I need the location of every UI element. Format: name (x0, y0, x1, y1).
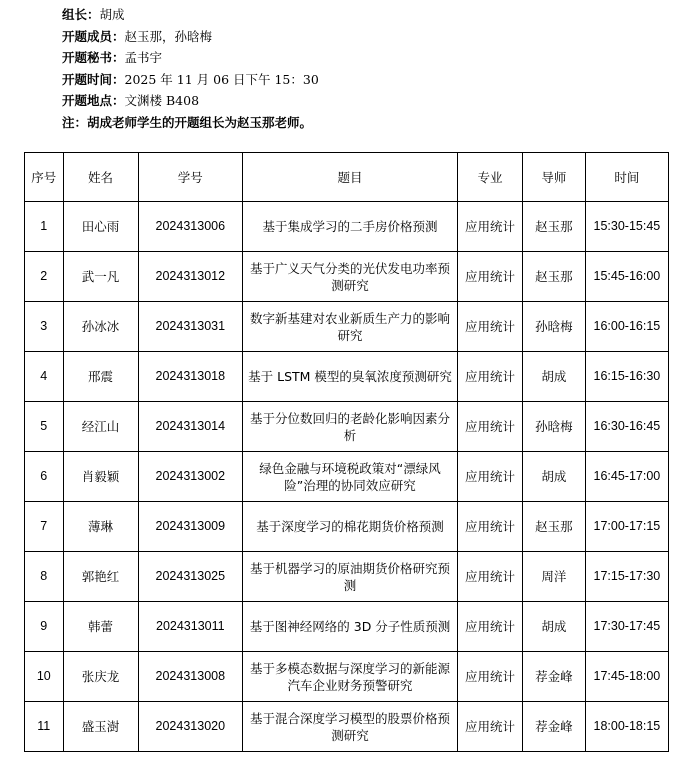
place-line (62, 90, 319, 112)
leader-value: 胡成 (99, 7, 125, 22)
cell-number: 11 (25, 702, 64, 752)
cell-title: 基于图神经网络的 3D 分子性质预测 (243, 602, 458, 652)
cell-title: 基于深度学习的棉花期货价格预测 (243, 502, 458, 552)
cell-major: 应用统计 (458, 402, 523, 452)
cell-time: 17:15-17:30 (585, 552, 668, 602)
cell-student-id: 2024313008 (138, 652, 242, 702)
cell-title: 基于分位数回归的老龄化影响因素分析 (243, 402, 458, 452)
cell-number: 5 (25, 402, 64, 452)
cell-title: 基于 LSTM 模型的臭氧浓度预测研究 (243, 352, 458, 402)
cell-time: 15:30-15:45 (585, 202, 668, 252)
members-label: 开题成员： (62, 28, 125, 44)
table-row (25, 502, 669, 552)
header-title: 题目 (243, 153, 458, 202)
cell-time: 17:30-17:45 (585, 602, 668, 652)
cell-title: 基于集成学习的二手房价格预测 (243, 202, 458, 252)
cell-name: 田心雨 (63, 202, 138, 252)
cell-time: 18:00-18:15 (585, 702, 668, 752)
cell-student-id: 2024313031 (138, 302, 242, 352)
note-line: 注：胡成老师学生的开题组长为赵玉那老师。 (62, 114, 313, 130)
table-row (25, 302, 669, 352)
meeting-info (62, 4, 319, 133)
table-row (25, 452, 669, 502)
cell-student-id: 2024313018 (138, 352, 242, 402)
cell-time: 16:00-16:15 (585, 302, 668, 352)
leader-label: 组长： (62, 7, 100, 22)
time-label: 开题时间： (62, 71, 125, 87)
cell-major: 应用统计 (458, 452, 523, 502)
cell-name: 郭艳红 (63, 552, 138, 602)
cell-tutor: 赵玉那 (522, 202, 585, 252)
table-header-row (25, 153, 669, 202)
table-row (25, 652, 669, 702)
time-value: 2025 年 11 月 06 日下午 15：30 (124, 71, 319, 87)
members-value: 赵玉那，孙晗梅 (124, 28, 213, 44)
cell-student-id: 2024313011 (138, 602, 242, 652)
cell-time: 15:45-16:00 (585, 252, 668, 302)
cell-number: 3 (25, 302, 64, 352)
secretary-label: 开题秘书： (62, 50, 125, 65)
table-row (25, 352, 669, 402)
secretary-value: 孟书宇 (124, 50, 163, 65)
cell-name: 张庆龙 (63, 652, 138, 702)
cell-title: 基于机器学习的原油期货价格研究预测 (243, 552, 458, 602)
cell-student-id: 2024313002 (138, 452, 242, 502)
place-label: 开题地点： (62, 93, 125, 108)
cell-tutor: 赵玉那 (522, 252, 585, 302)
cell-name: 盛玉澍 (63, 702, 138, 752)
table-row (25, 602, 669, 652)
cell-name: 邢震 (63, 352, 138, 402)
cell-number: 8 (25, 552, 64, 602)
cell-major: 应用统计 (458, 502, 523, 552)
table-row (25, 702, 669, 752)
cell-tutor: 胡成 (522, 602, 585, 652)
cell-name: 孙冰冰 (63, 302, 138, 352)
table-row (25, 252, 669, 302)
cell-name: 经江山 (63, 402, 138, 452)
cell-major: 应用统计 (458, 702, 523, 752)
leader-line (62, 4, 319, 26)
header-number: 序号 (25, 153, 64, 202)
cell-tutor: 胡成 (522, 352, 585, 402)
cell-name: 韩蕾 (63, 602, 138, 652)
cell-title: 基于广义天气分类的光伏发电功率预测研究 (243, 252, 458, 302)
cell-tutor: 孙晗梅 (522, 402, 585, 452)
cell-time: 16:30-16:45 (585, 402, 668, 452)
table-row (25, 202, 669, 252)
cell-name: 薄琳 (63, 502, 138, 552)
schedule-table (24, 152, 669, 752)
cell-title: 数字新基建对农业新质生产力的影响研究 (243, 302, 458, 352)
cell-time: 16:45-17:00 (585, 452, 668, 502)
cell-number: 1 (25, 202, 64, 252)
cell-student-id: 2024313020 (138, 702, 242, 752)
members-line (62, 26, 319, 48)
cell-student-id: 2024313006 (138, 202, 242, 252)
cell-major: 应用统计 (458, 202, 523, 252)
cell-title: 基于混合深度学习模型的股票价格预测研究 (243, 702, 458, 752)
header-student-id: 学号 (138, 153, 242, 202)
cell-major: 应用统计 (458, 552, 523, 602)
cell-time: 16:15-16:30 (585, 352, 668, 402)
cell-number: 10 (25, 652, 64, 702)
cell-major: 应用统计 (458, 602, 523, 652)
header-name: 姓名 (63, 153, 138, 202)
header-time: 时间 (585, 153, 668, 202)
place-value: 文渊楼 B408 (124, 93, 200, 108)
cell-number: 7 (25, 502, 64, 552)
cell-major: 应用统计 (458, 252, 523, 302)
cell-time: 17:00-17:15 (585, 502, 668, 552)
cell-name: 武一凡 (63, 252, 138, 302)
cell-tutor: 赵玉那 (522, 502, 585, 552)
cell-title: 绿色金融与环境税政策对“漂绿风险”治理的协同效应研究 (243, 452, 458, 502)
cell-title: 基于多模态数据与深度学习的新能源汽车企业财务预警研究 (243, 652, 458, 702)
cell-number: 2 (25, 252, 64, 302)
cell-tutor: 荐金峰 (522, 702, 585, 752)
cell-student-id: 2024313014 (138, 402, 242, 452)
header-tutor: 导师 (522, 153, 585, 202)
cell-tutor: 荐金峰 (522, 652, 585, 702)
cell-major: 应用统计 (458, 352, 523, 402)
cell-tutor: 孙晗梅 (522, 302, 585, 352)
cell-number: 6 (25, 452, 64, 502)
cell-student-id: 2024313009 (138, 502, 242, 552)
cell-student-id: 2024313012 (138, 252, 242, 302)
table-row (25, 552, 669, 602)
time-line (62, 69, 319, 91)
cell-major: 应用统计 (458, 302, 523, 352)
cell-student-id: 2024313025 (138, 552, 242, 602)
cell-tutor: 周洋 (522, 552, 585, 602)
cell-tutor: 胡成 (522, 452, 585, 502)
cell-major: 应用统计 (458, 652, 523, 702)
cell-time: 17:45-18:00 (585, 652, 668, 702)
table-row (25, 402, 669, 452)
secretary-line (62, 47, 319, 69)
cell-name: 肖毅颖 (63, 452, 138, 502)
cell-number: 9 (25, 602, 64, 652)
header-major: 专业 (458, 153, 523, 202)
cell-number: 4 (25, 352, 64, 402)
